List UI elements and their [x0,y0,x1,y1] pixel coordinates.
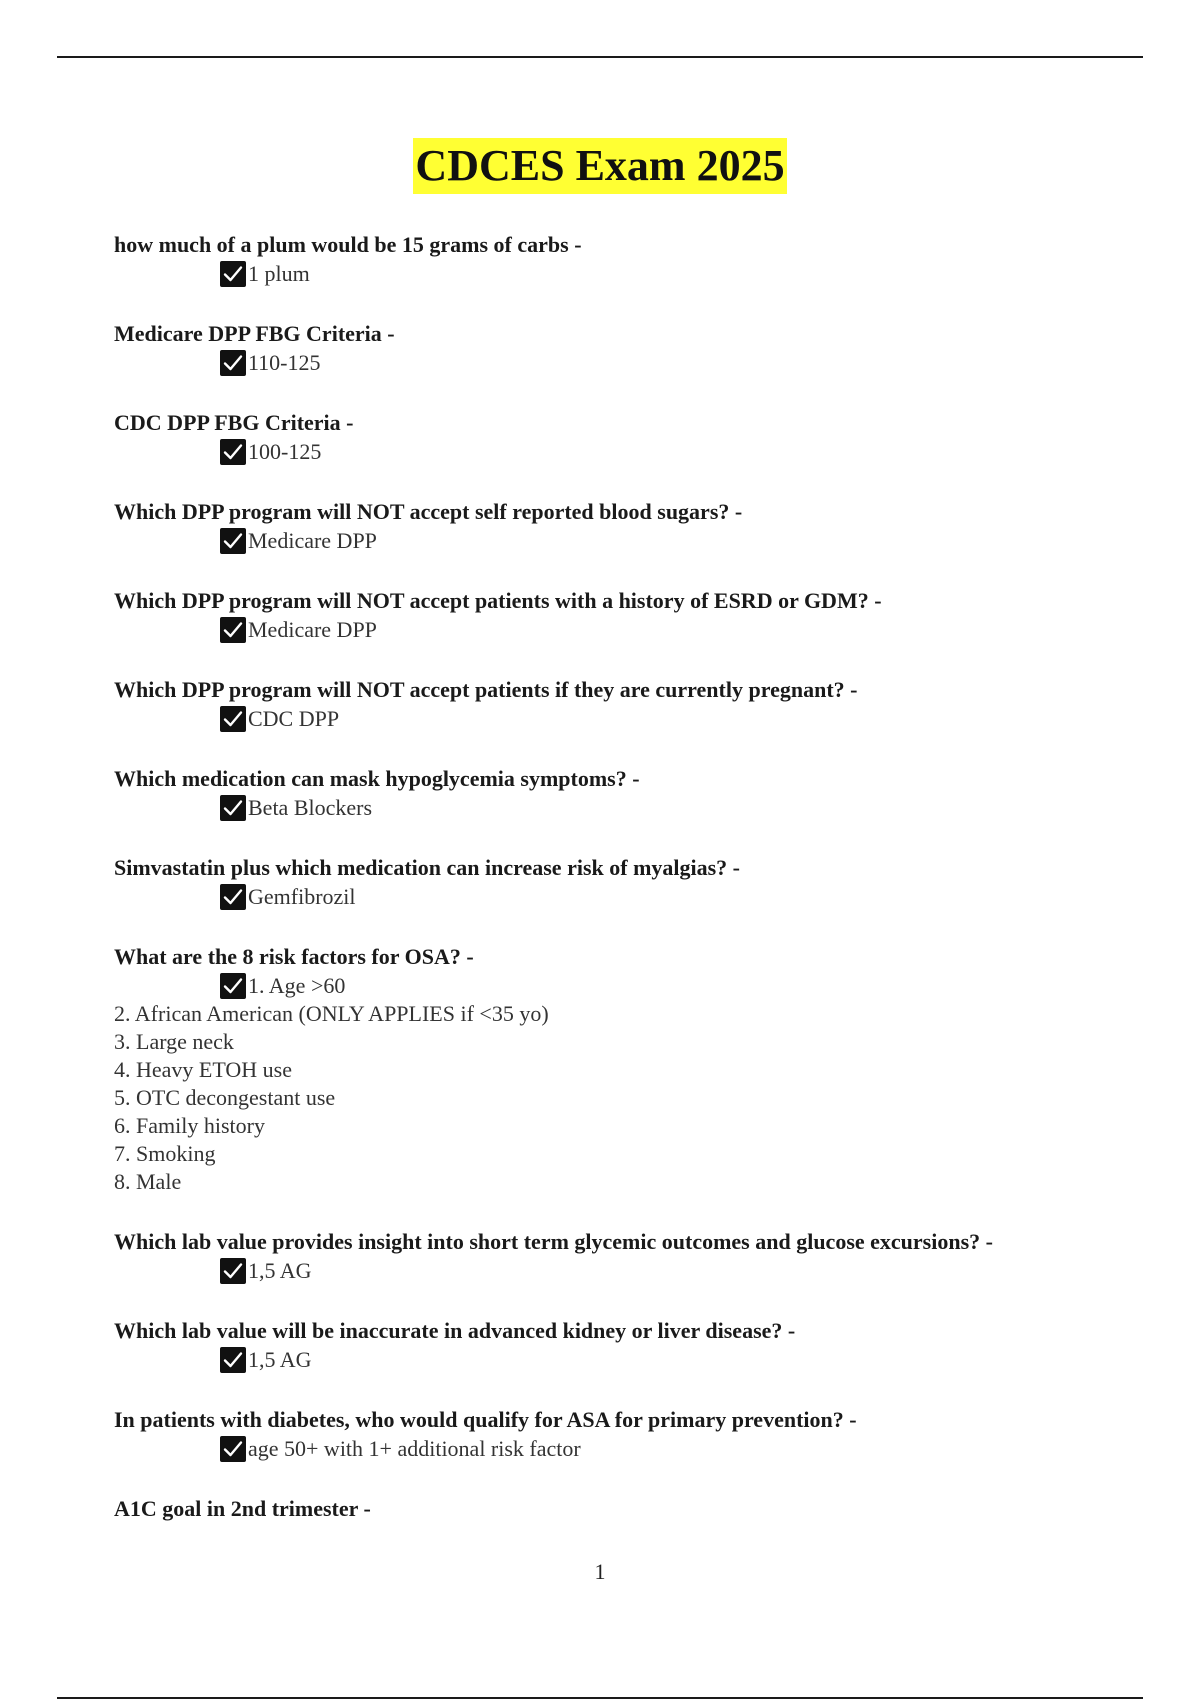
question-text: Which lab value provides insight into short term glycemic outcomes and glucose excursions? - [114,1229,993,1254]
question-text: Which DPP program will NOT accept patients if they are currently pregnant? - [114,677,858,702]
qa-item [114,764,1114,822]
question-text: Which lab value will be inaccurate in advanced kidney or liver disease? - [114,1318,796,1343]
answer-row [220,882,1114,911]
checkbox-checked-icon [220,617,246,643]
list-item: 5. OTC decongestant use [114,1085,336,1110]
qa-content [114,230,1114,1554]
answer-text: Beta Blockers [248,795,373,820]
checkbox-checked-icon [220,1258,246,1284]
qa-item [114,497,1114,555]
answer-text: Medicare DPP [248,617,377,642]
answer-text: Medicare DPP [248,528,377,553]
bottom-rule [57,1697,1143,1699]
answer-row [220,971,1114,1000]
checkbox-checked-icon [220,350,246,376]
answer-text: CDC DPP [248,706,340,731]
list-item: 3. Large neck [114,1029,234,1054]
question-text: how much of a plum would be 15 grams of carbs - [114,232,582,257]
answer-row [220,348,1114,377]
answer-row [220,793,1114,822]
checkbox-checked-icon [220,884,246,910]
qa-item [114,675,1114,733]
qa-item [114,942,1114,1196]
answer-row [220,437,1114,466]
checkbox-checked-icon [220,706,246,732]
checkbox-checked-icon [220,1347,246,1373]
checkbox-checked-icon [220,1436,246,1462]
answer-text: 100-125 [248,439,322,464]
answer-text: 110-125 [248,350,321,375]
qa-item [114,853,1114,911]
qa-item [114,1227,1114,1285]
qa-item [114,1494,1114,1523]
answer-row [220,1345,1114,1374]
answer-continuation-list [114,1000,1114,1196]
question-text: In patients with diabetes, who would qualify for ASA for primary prevention? - [114,1407,857,1432]
question-text: Which DPP program will NOT accept self reported blood sugars? - [114,499,743,524]
checkbox-checked-icon [220,261,246,287]
checkbox-checked-icon [220,973,246,999]
answer-row [220,259,1114,288]
list-item: 6. Family history [114,1113,265,1138]
list-item: 8. Male [114,1169,182,1194]
answer-row [220,704,1114,733]
answer-text: 1 plum [248,261,310,286]
answer-row [220,1256,1114,1285]
checkbox-checked-icon [220,795,246,821]
qa-item [114,230,1114,288]
question-text: CDC DPP FBG Criteria - [114,410,354,435]
answer-text: Gemfibrozil [248,884,356,909]
answer-row [220,526,1114,555]
list-item: 2. African American (ONLY APPLIES if <35 yo) [114,1001,549,1026]
qa-item [114,1316,1114,1374]
checkbox-checked-icon [220,528,246,554]
list-item: 7. Smoking [114,1141,216,1166]
qa-item [114,1405,1114,1463]
title-wrap [0,138,1200,194]
answer-text: 1. Age >60 [248,973,346,998]
answer-text: 1,5 AG [248,1258,312,1283]
page-number: 1 [594,1559,606,1584]
checkbox-checked-icon [220,439,246,465]
question-text: Which medication can mask hypoglycemia symptoms? - [114,766,640,791]
answer-text: age 50+ with 1+ additional risk factor [248,1436,581,1461]
top-rule [57,56,1143,58]
qa-item [114,586,1114,644]
list-item: 4. Heavy ETOH use [114,1057,292,1082]
answer-row [220,615,1114,644]
document-title: CDCES Exam 2025 [413,138,786,194]
qa-item [114,319,1114,377]
answer-row [220,1434,1114,1463]
question-text: Which DPP program will NOT accept patients with a history of ESRD or GDM? - [114,588,882,613]
question-text: What are the 8 risk factors for OSA? - [114,944,474,969]
question-text: Medicare DPP FBG Criteria - [114,321,395,346]
qa-item [114,408,1114,466]
question-text: Simvastatin plus which medication can increase risk of myalgias? - [114,855,741,880]
answer-text: 1,5 AG [248,1347,312,1372]
question-text: A1C goal in 2nd trimester - [114,1496,371,1521]
